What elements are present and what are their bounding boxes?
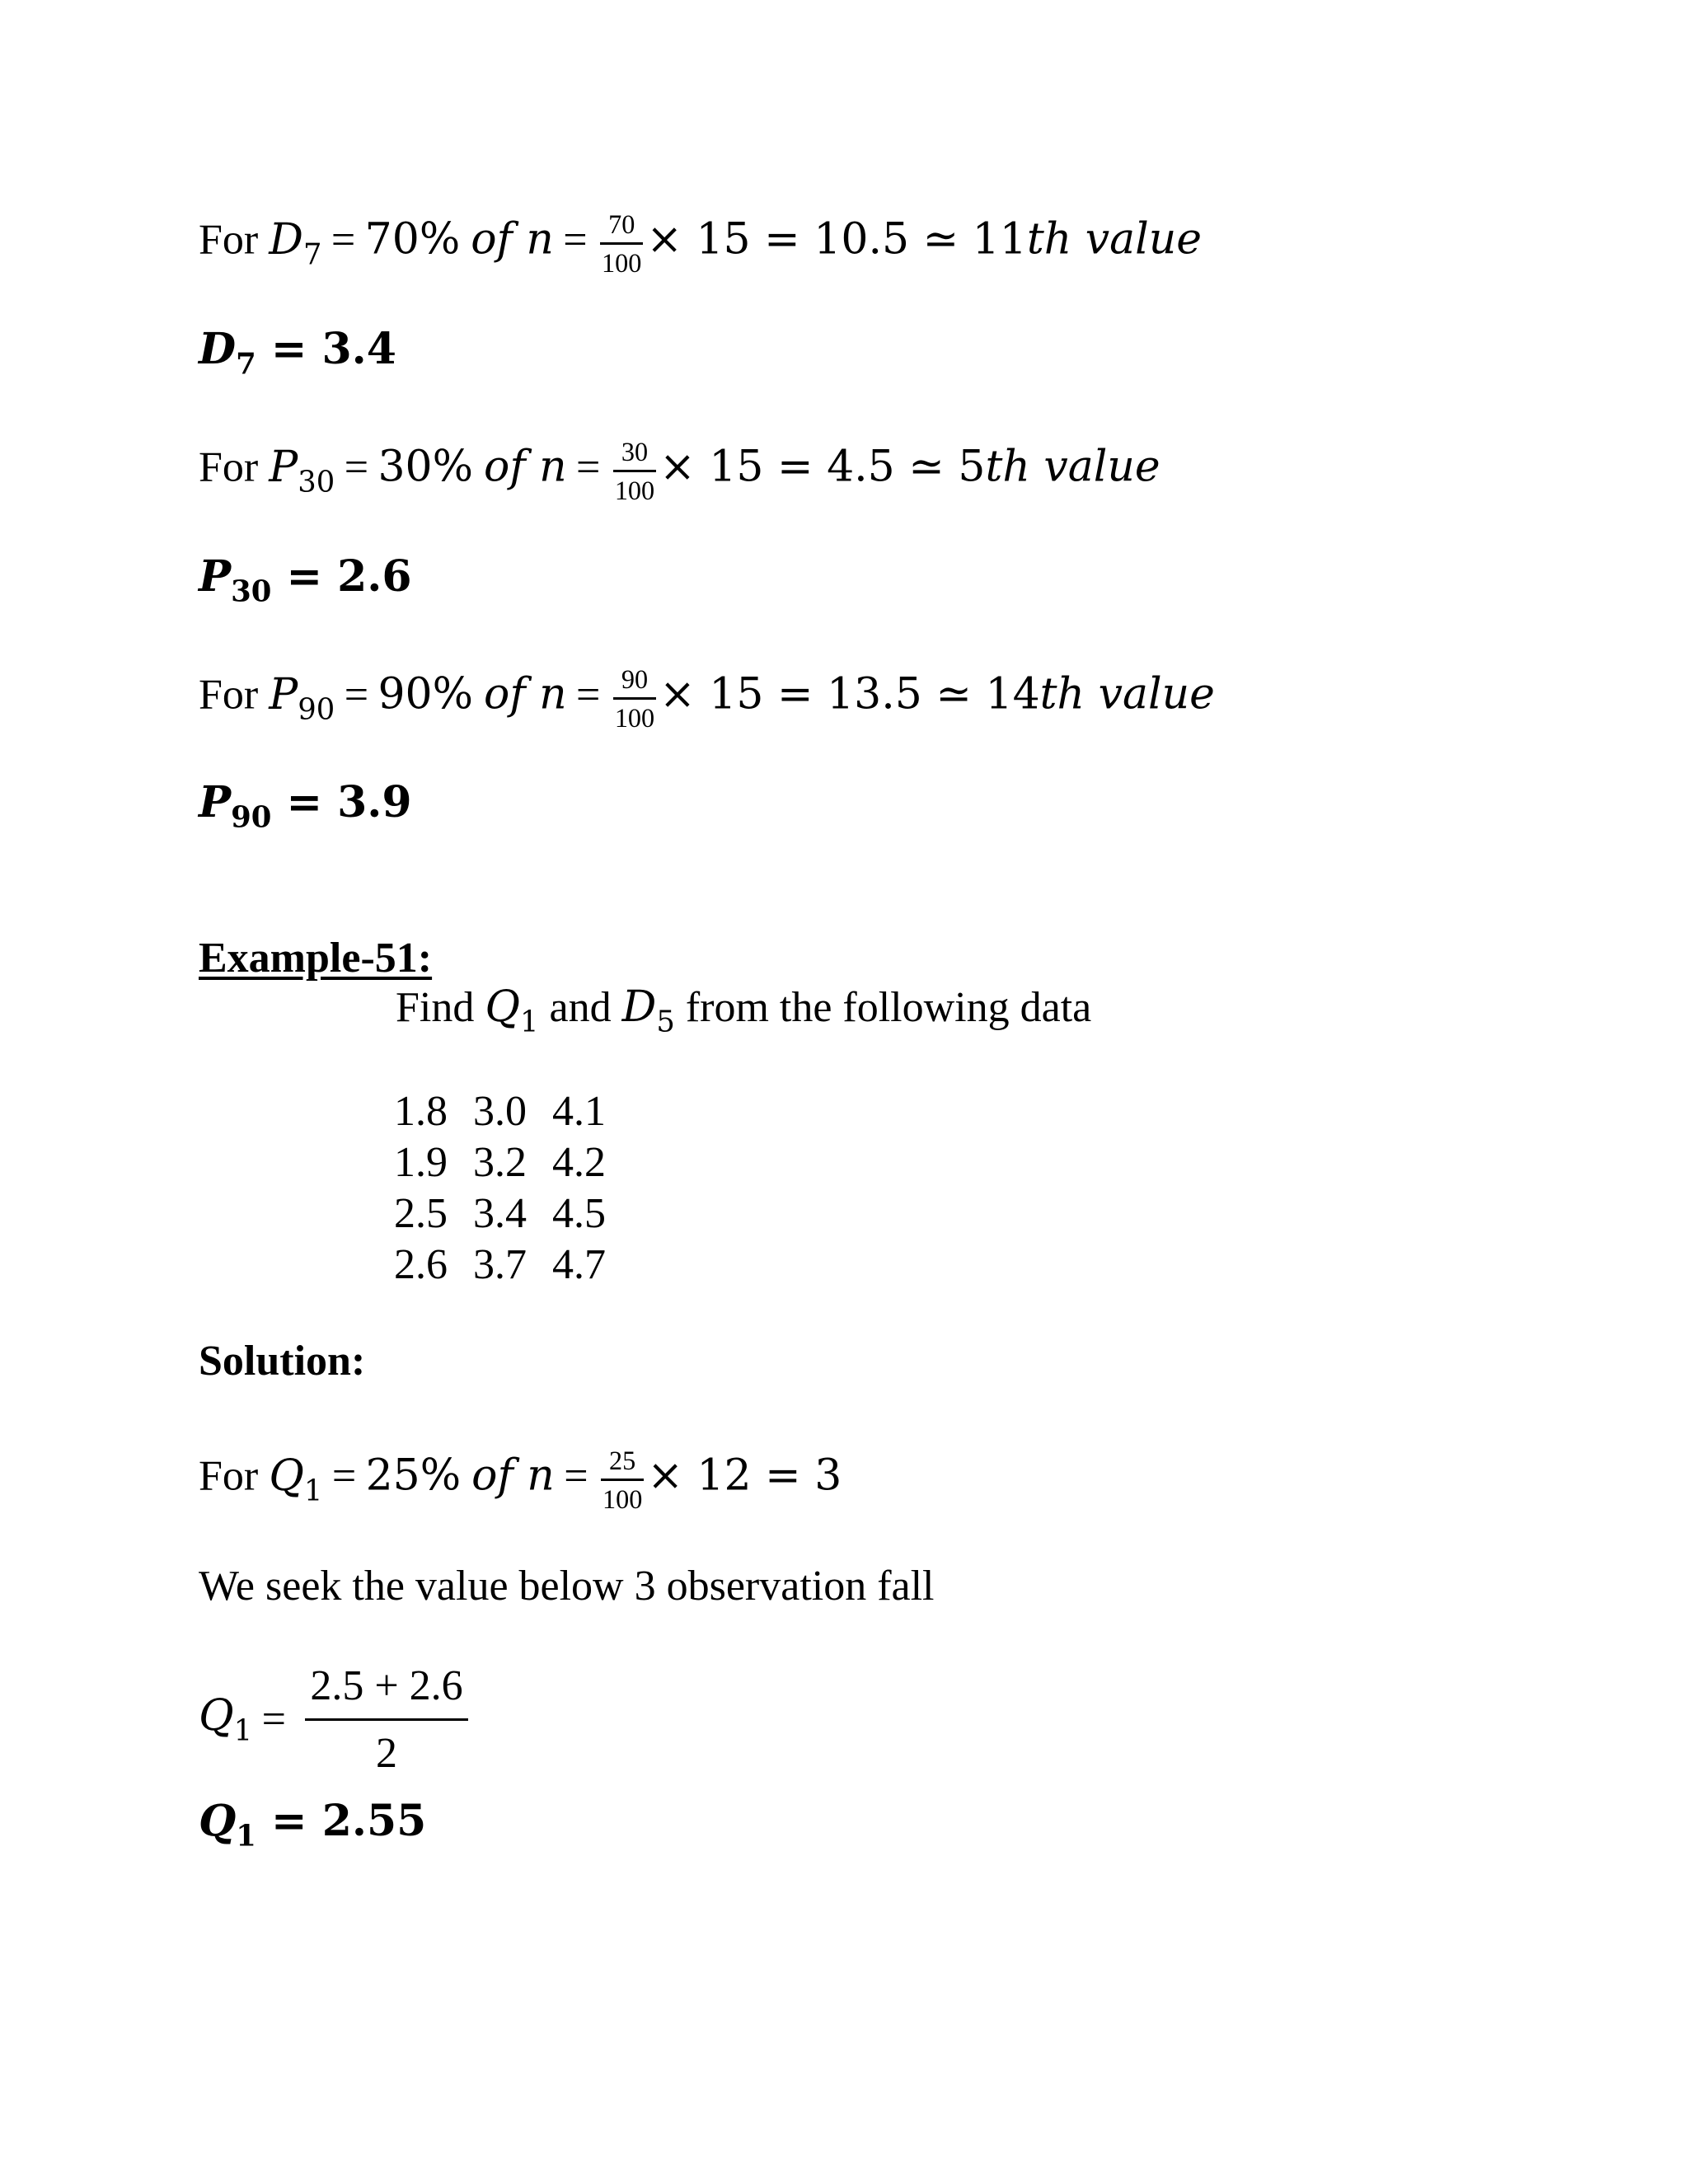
example-task: Find $Q_1$ and $D_5$ from the following data: [396, 982, 1092, 1039]
solution-label: Solution:: [199, 1338, 366, 1385]
q1-fraction: $Q_1$ = $\frac{2.5 + 2.6}{2}$: [199, 1661, 468, 1778]
calc-rest: × 15 = 10.5 ≃ 11: [646, 214, 1027, 265]
data-table: [394, 1086, 631, 1291]
explanation-sentence: We seek the value below 3 observation fall: [199, 1563, 935, 1610]
p90-result: $P_{90} = 3.9$: [199, 777, 412, 835]
of-n: of n: [471, 214, 554, 265]
for-label: For: [199, 216, 270, 264]
for-label: For: [199, 671, 270, 719]
example-heading: Example-51:: [199, 935, 433, 982]
table-row: 1.9 3.2 4.2: [394, 1139, 606, 1186]
for-label: For: [199, 1452, 270, 1500]
fraction: $\frac{90}{100}$: [614, 664, 655, 733]
fraction: $\frac{70}{100}$: [602, 209, 642, 279]
p30-calculation: For $P_{30} = 30\%$ of n = $\frac{30}{100}$ × 15 = 4.5 ≃ 5th value: [199, 437, 1160, 506]
fraction: $\frac{30}{100}$: [614, 437, 655, 506]
d-symbol: D: [269, 214, 303, 265]
table-row: 2.6 3.7 4.7: [394, 1241, 606, 1288]
percent: 70%: [364, 214, 461, 265]
table-row: 2.5 3.4 4.5: [394, 1190, 606, 1237]
d7-calculation: For $D_7 = 70\%$ of n = $\frac{70}{100}$ × 15 = 10.5 ≃ 11th value: [199, 209, 1203, 279]
d7-result: $D_7 = 3.4$: [199, 324, 396, 382]
for-label: For: [199, 443, 270, 491]
q1-result: $Q_1 = 2.55$: [199, 1796, 427, 1854]
p90-calculation: For $P_{90} = 90\%$ of n = $\frac{90}{100}$ × 15 = 13.5 ≃ 14th value: [199, 664, 1215, 733]
fraction: $\frac{25}{100}$: [602, 1446, 643, 1515]
calc-rest-italic: th value: [1026, 214, 1203, 265]
p30-result: $P_{30} = 2.6$: [199, 551, 412, 609]
d-subscript: 7: [302, 237, 322, 272]
table-row: 1.8 3.0 4.1: [394, 1088, 606, 1135]
q1-calculation: For $Q_1 = 25\%$ of n = $\frac{25}{100}$ × 12 = 3: [199, 1446, 842, 1515]
